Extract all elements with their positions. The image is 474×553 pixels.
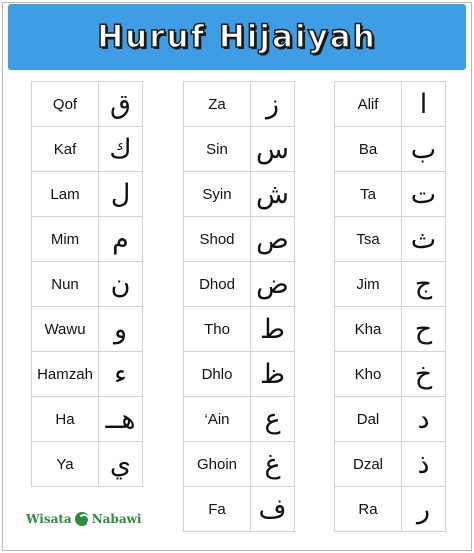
letter-name: Alif	[335, 82, 402, 127]
letter-row	[184, 217, 295, 262]
arabic-letter: ش	[251, 172, 295, 217]
letter-row	[335, 172, 446, 217]
logo-mark-icon	[75, 512, 89, 526]
letter-name: Sin	[184, 127, 251, 172]
arabic-letter: خ	[402, 352, 446, 397]
letter-name: Ya	[32, 442, 99, 487]
arabic-letter: س	[251, 127, 295, 172]
letter-row	[335, 487, 446, 532]
letter-row	[32, 127, 143, 172]
arabic-letter: غ	[251, 442, 295, 487]
letter-row	[184, 442, 295, 487]
arabic-letter: ع	[251, 397, 295, 442]
letter-row	[184, 487, 295, 532]
letter-name: Fa	[184, 487, 251, 532]
arabic-letter: ح	[402, 307, 446, 352]
letter-row	[335, 127, 446, 172]
page-title: Huruf Hijaiyah	[97, 19, 377, 55]
letter-name: Ra	[335, 487, 402, 532]
letter-name: Ha	[32, 397, 99, 442]
arabic-letter: ب	[402, 127, 446, 172]
letter-row	[184, 82, 295, 127]
arabic-letter: و	[99, 307, 143, 352]
letter-row	[335, 217, 446, 262]
arabic-letter: ء	[99, 352, 143, 397]
arabic-letter: ن	[99, 262, 143, 307]
arabic-letter: ك	[99, 127, 143, 172]
arabic-letter: ا	[402, 82, 446, 127]
watermark-left: Wisata	[26, 512, 72, 526]
letter-row	[184, 307, 295, 352]
arabic-letter: ق	[99, 82, 143, 127]
letter-row	[32, 217, 143, 262]
letter-name: Kaf	[32, 127, 99, 172]
arabic-letter: ل	[99, 172, 143, 217]
letter-row	[32, 172, 143, 217]
letter-row	[32, 397, 143, 442]
arabic-letter: ذ	[402, 442, 446, 487]
arabic-letter: ز	[251, 82, 295, 127]
letter-table-3	[334, 81, 446, 532]
letter-name: Qof	[32, 82, 99, 127]
arabic-letter: د	[402, 397, 446, 442]
arabic-letter: ي	[99, 442, 143, 487]
letter-name: Ba	[335, 127, 402, 172]
letter-name: Dhod	[184, 262, 251, 307]
letter-row	[32, 442, 143, 487]
letter-name: Ghoin	[184, 442, 251, 487]
letter-name: Za	[184, 82, 251, 127]
letter-name: Tho	[184, 307, 251, 352]
arabic-letter: ج	[402, 262, 446, 307]
arabic-letter: م	[99, 217, 143, 262]
letter-row	[32, 82, 143, 127]
arabic-letter: ض	[251, 262, 295, 307]
letter-row	[335, 397, 446, 442]
letter-name: ‘Ain	[184, 397, 251, 442]
letter-row	[335, 442, 446, 487]
letter-row	[184, 352, 295, 397]
letter-name: Dhlo	[184, 352, 251, 397]
letter-row	[32, 262, 143, 307]
letter-row	[335, 307, 446, 352]
watermark-right: Nabawi	[91, 512, 142, 526]
letter-name: Mim	[32, 217, 99, 262]
letter-row	[184, 397, 295, 442]
letter-name: Kho	[335, 352, 402, 397]
letter-table-1	[31, 81, 143, 487]
letter-table-2	[183, 81, 295, 532]
letter-name: Nun	[32, 262, 99, 307]
letter-row	[32, 352, 143, 397]
letter-row	[32, 307, 143, 352]
letter-row	[184, 172, 295, 217]
arabic-letter: ط	[251, 307, 295, 352]
arabic-letter: ت	[402, 172, 446, 217]
letter-name: Hamzah	[32, 352, 99, 397]
letter-row	[335, 352, 446, 397]
letter-name: Dal	[335, 397, 402, 442]
letter-row	[335, 262, 446, 307]
letter-row	[184, 262, 295, 307]
arabic-letter: ظ	[251, 352, 295, 397]
arabic-letter: ص	[251, 217, 295, 262]
arabic-letter: ر	[402, 487, 446, 532]
watermark-logo	[26, 508, 142, 530]
letter-name: Kha	[335, 307, 402, 352]
arabic-letter: ث	[402, 217, 446, 262]
title-banner	[8, 4, 466, 70]
letter-name: Syin	[184, 172, 251, 217]
letter-name: Tsa	[335, 217, 402, 262]
letter-name: Wawu	[32, 307, 99, 352]
letter-name: Shod	[184, 217, 251, 262]
letter-row	[184, 127, 295, 172]
letter-row	[335, 82, 446, 127]
letter-name: Lam	[32, 172, 99, 217]
letter-name: Dzal	[335, 442, 402, 487]
letter-name: Jim	[335, 262, 402, 307]
arabic-letter: ف	[251, 487, 295, 532]
letter-name: Ta	[335, 172, 402, 217]
arabic-letter: هــ	[99, 397, 143, 442]
